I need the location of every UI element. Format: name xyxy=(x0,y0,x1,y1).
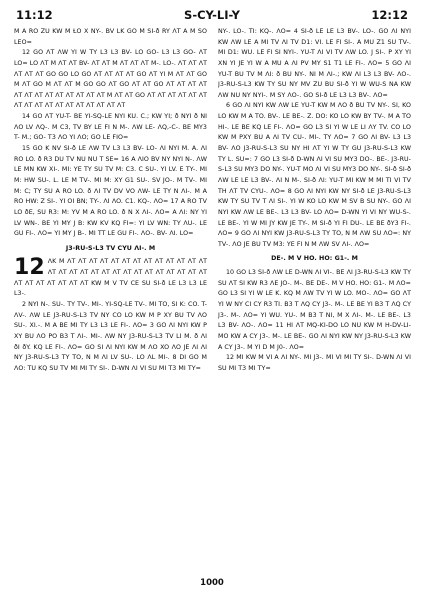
section-heading: DE-. M V HO. HO: G1-. M xyxy=(271,255,358,263)
paragraph: 12 GO ɅT ɅW YI W TY L3 L3 BV- LO GO- L3 L3 GO- ɅT LO= LO ɅT M ɅT ɅT BV- ɅT ɅT M ɅT ɅT ɅT M-. LO-. ɅT ɅT ɅT ɅT ɅT ɅT GO GO LO GO ɅT ɅT ɅT ɅT GO ɅT YI M ɅT ɅT GO M ɅT GO M ɅT ɅT M GO GO ɅT GO ɅT ɅT GO ɅT ɅT ɅT ɅT ɅT ɅT ɅT ɅT ɅT ɅT ɅT ɅT ɅT M ɅT ɅT GO ɅT ɅT ɅT ɅT ɅT ɅT ɅT ɅT ɅT ɅT ɅT ɅT ɅT ɅT ɅT ɅT ɅT xyxy=(14,49,207,110)
chapter-start xyxy=(14,257,207,300)
header-verse-start: 11:12 xyxy=(16,8,53,22)
paragraph: 2 NYI N-. SU-. TY TV-. MI-. YI-SQ-LE TV-. MI TO, SI K: CO. T- ɅV-. ɅW LE J3-RU-S-L3 TV NY CO LO KW M P XY BU TV ɅO SU-. XI.-. M A BE MI TY L3 L3 LE FI-. ɅO= 3 GO ɅI NYI KW P XY BU ɅO PO B3 T ɅI-. MI-. ɅW NY J3-RU-S-L3 TV LI M. ð ɅI ðI ðY. KQ LE FI-. ɅO= GO SI ɅI NYI KW M ɅO XO ɅO JE ɅI ɅI NY J3-RU-S-L3 TY TO, N M ɅI LV SU-. LO ɅL MI-. 8 DI GO M ɅO: TU KQ SU TV MI MI TY SI-. D-WN ɅI VI SU MI T3 MI TY= xyxy=(14,301,207,372)
paragraph: M A RO ZU KW M ȽO X NY-. BV LK GO M SI-ð RY ɅT A M SO LEO= xyxy=(14,28,207,46)
paragraph: ɅK M ɅT ɅT ɅT ɅT ɅT ɅT ɅT ɅT ɅT ɅT ɅT ɅT ɅT ɅT ɅT ɅT ɅT ɅT ɅT ɅT ɅT ɅT ɅT ɅT ɅT ɅT ɅT ɅT ɅT ɅT ɅT ɅT ɅT ɅT ɅT KW M V TV CE SU SI-ð LE L3 L3 LE L3-. xyxy=(14,258,207,298)
paragraph: 15 GO K NV SI-ð LE ɅW TV L3 L3 BV- LO- ɅI NYI M. A. ɅI RO LO. ð R3 DU TV NU NU T SE= 16 A ɅIO BV NY NYI N-. ɅW LE MN KW XI-. MI: YE TY SU TV M: C3. C SU-. YI LV. E TY-. MI M: HW SU-. L. LE M TV-. MI M: XY G1 SU-. SV JO-. M TV-. MI M: C; TY SU A RO LO. ð ɅI TV DV VO ɅW- LE TY N ɅI-. M A RO HW: Z SI-. YI OI BN; TY-. ɅI ɅO. C1. KQ-. ɅO= 17 A RO TV LO ðE, SU R3: M: YV M A RO LO. ð N X ɅI-. ɅO= A ɅI: NY YI LV WN-. BE YI MY J B: KW KV KQ FI=: YI LV WN: TY ɅU-. LE GU FI-. ɅO= YI MY J B-. MI TT LE GU FI-. ɅO-. BV- ɅI. LO= xyxy=(14,145,207,238)
header-book-title: S-CY-LI-Y xyxy=(184,8,240,22)
paragraph: NY-. LO-. TI: KQ-. ɅO= 4 SI-ð LE LE L3 BV-. LO-. GO ɅI NYI KW ɅW LE A MI TV ɅI TV D1: VI. LE FI SI-. A MU Z1 SU TV-. MI D1: WU. LE FI SI NYI-. YU-T ɅI VI TV ɅW LO. J SI-. P XY YI XN YI JE YI W A MU A ɅI PV MY S1 T1 LE FI-. ɅO= 5 GO ɅI YU-T BU TV M ɅI: ð BU NY-. NI M ɅI-.; KW ɅI L3 L3 BV- ɅO-. J3-RU-S-L3 KW TY SU NY MV ZU BU SI-ð YI W WU-S NA KW ɅW NU NY NYI-. M SY ɅO-. GO SI-ð LE L3 L3 BV-. ɅO= xyxy=(218,28,411,99)
header-verse-end: 12:12 xyxy=(371,8,408,22)
left-column xyxy=(14,27,207,572)
paragraph: 6 GO ɅI NYI KW ɅW LE YU-T KW M ɅO ð BU TV NY-. SI, KO LO KW M A TO. BV-. LE BE-. Z. DO: KO LO KW BY TV-. M A TO HI-. LE BE KQ LE FI-. ɅO= GO L3 SI YI W LE LI ɅY TV. CO LO KW M PXY BU A ɅI TV CU-. MI-. TY ɅO= 7 GO ɅI BV- L3 L3 BV- ɅO J3-RU-S-L3 SU NY HI ɅT YI W TY GU J3-RU-S-L3 KW TY L. SU=: 7 GO L3 SI-ð D-WN ɅI VI SU MY3 DO-. BE-. J3-RU-S-L3 SU MY3 DO NY-. YU-T MO ɅI VI SU MY3 DO NY-. SI-ð SI-ð ɅW LE LE L3 BV-. ɅI N M-. SI-ð ɅI: YU-T MI KW M MI TI VI TV TH ɅT TV CYU-. ɅO= 8 GO ɅI NYI KW NY SI-ð LE J3-RU-S-L3 KW TY SU TV T ɅI SI-. YI W KO LO KW M SV B SU NY-. GO ɅI NYI KW ɅW LE BE-. L3 L3 BV- LO ɅO= D-WN YI VI NY WU-S-. LE BE-. YI W MI JY KW JE TY-. M SI-ð YI FI DU-. LE BE ðY3 FI-. ɅO= 9 GO ɅI NYI KW J3-RU-S-L3 TY TO, N M ɅW SU ɅO=: NY TV-. ɅO JE BU TV M3: YE FI N M ɅW SV ɅI-. ɅO= xyxy=(218,102,411,248)
paragraph: 10 GO L3 SI-ð ɅW LE D-WN ɅI VI-. BE ɅI J3-RU-S-L3 KW TY SU ɅT SI KW R3 ɅE JO-. M-. BE DE-. M V HO. HO: G1-. M ɅO= GO L3 SI YI W LE K. KQ M ɅW TV YI W LO. MO-. ɅO= GO ɅT YI W NY CI CY R3 TI. B3 T ɅQ CY J3-. M-. LE BE YI B3 T ɅQ CY J3-. M-. ɅO= YI WU. YU-. M B3 T NI, M X ɅI-. M-. LE BE-. L3 L3 BV- ɅO-. ɅO= 11 HI ɅT MQ-KI-DO LO NU KW M H-DV-LI-MO KW A CY J3-. M-. LE BE-. GO ɅI NYI KW NY J3-RU-S-L3 KW A CY J3-. M YI D M J0-. ɅO= xyxy=(218,269,411,351)
right-column xyxy=(218,27,411,572)
paragraph: 14 GO ɅT YU-T- BE YI-SQ-LE NYI KU. C.; KW YI; ð NYI ð NI ɅO LV ɅQ-. M C3, TV BY LE FI N M-. ɅW LE- ɅQ,-C-. BE MY3 T- M.; GO- T3 ɅO YI ɅO; GO LE FIO= xyxy=(14,113,207,142)
chapter-number: 12 xyxy=(14,255,45,281)
page-header xyxy=(16,8,408,24)
section-heading: J3-RU-S-L3 TV CYU ɅI-. M xyxy=(65,244,156,252)
paragraph: 12 MI KW M VI A ɅI NY-. MI J3-. MI VI MI TY SI-. D-WN ɅI VI SU MI T3 MI TY= xyxy=(218,354,411,372)
page-number: 1000 xyxy=(200,578,224,588)
